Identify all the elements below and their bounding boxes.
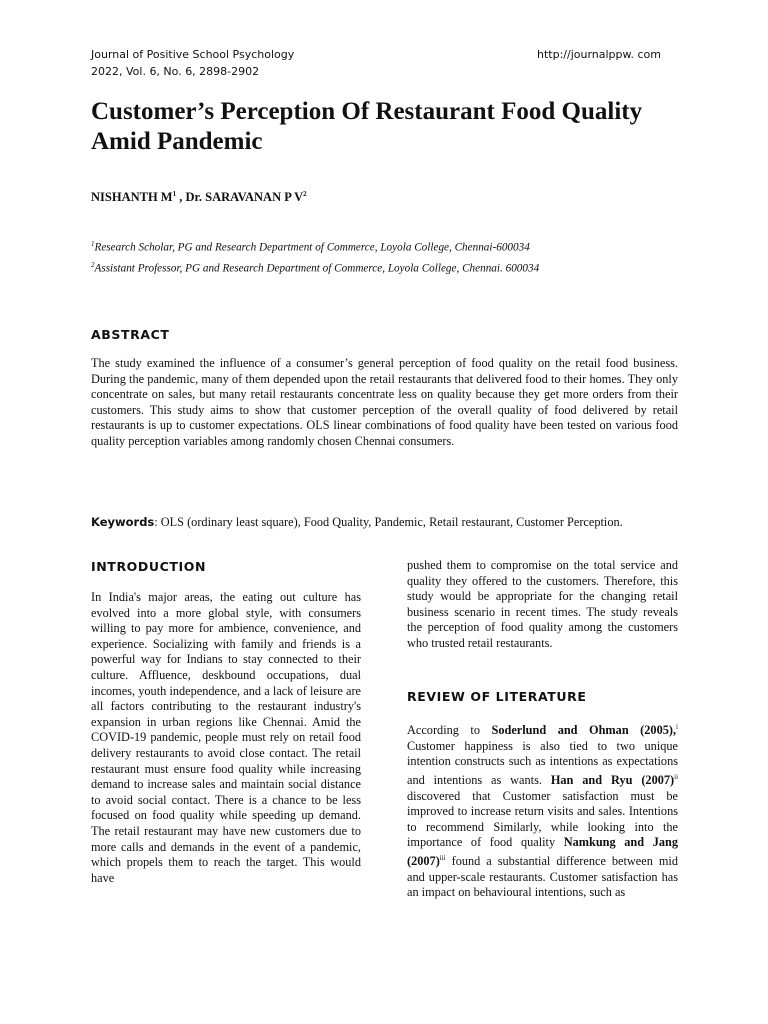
review-text-part-2: Customer happiness is also tied to two unique intention constructs such as intentions as expectations and intentions as wants. (407, 738, 678, 787)
footnote-marker-3[interactable]: iii (439, 853, 446, 862)
running-header-left (91, 46, 294, 80)
affiliation-2-sup: 2 (91, 260, 95, 269)
authors-line (91, 190, 307, 205)
review-text (407, 720, 678, 901)
introduction-heading: INTRODUCTION (91, 559, 207, 574)
keywords-text: : OLS (ordinary least square), Food Quality, Pandemic, Retail restaurant, Customer Perception. (154, 515, 623, 529)
keywords-label: Keywords (91, 515, 155, 529)
abstract-text: The study examined the influence of a consumer’s general perception of food quality on the retail food business. During the pandemic, many of them depended upon the retail restaurants that delivered food to their homes. They only concentrate on sales, but many retail restaurants concentrate less on quality because they get more orders from their customers. This study aims to show that customer perception of the overall quality of food delivered by retail restaurants is up to customer expectations. OLS linear combinations of food quality have been tested on various food quality perception variables among randomly chosen Chennai consumers. (91, 356, 678, 448)
introduction-text: In India's major areas, the eating out culture has evolved into a more global style, with consumers willing to pay more for ambience, convenience, and experience. Socializing with family and friends is a powerful way for Indians to stay connected to their culture. Affluence, deskbound occupations, dual incomes, youth independence, and a lack of leisure are all factors contributing to the restaurant industry's expansion in urban regions like Chennai. Amid the COVID-19 pandemic, people must rely on retail food delivery restaurants to avoid close contact. The retail restaurant must ensure food quality while increasing demand to increase sales and maintain social distance to avoid social contact. There is a chance to be less focused on food quality while speeding up demand. The retail restaurant may have new customers due to more calls and demands in the event of a pandemic, which propels them to reach the target. This would have (91, 590, 361, 885)
journal-url[interactable]: http://journalppw. com (537, 48, 661, 61)
author-2-sup: 2 (303, 190, 307, 198)
affiliation-2-text: Assistant Professor, PG and Research Department of Commerce, Loyola College, Chennai. 600034 (94, 262, 540, 275)
review-text-part-4: found a substantial difference between mid and upper-scale restaurants. Customer satisfaction has an impact on behavioural intentions, such as (407, 854, 678, 900)
journal-name: Journal of Positive School Psychology (91, 48, 295, 61)
introduction-column (91, 590, 361, 886)
footnote-marker-2[interactable]: ii (674, 772, 679, 781)
keywords-line (91, 514, 691, 530)
abstract-heading: ABSTRACT (91, 327, 170, 342)
author-1-sup: 1 (172, 190, 177, 198)
affiliation-1-text: Research Scholar, PG and Research Department of Commerce, Loyola College, Chennai-600034 (94, 241, 530, 254)
affiliations (91, 236, 711, 277)
abstract-body (91, 356, 678, 450)
affiliation-2 (91, 257, 711, 278)
review-text-part-3: discovered that Customer satisfaction must be improved to increase return visits and sales. Intentions to recommend Similarly, while looking into the importance of food quality (407, 788, 678, 850)
citation-soderlund-ohman: Soderlund and Ohman (2005), (491, 723, 677, 738)
review-heading: REVIEW OF LITERATURE (407, 689, 587, 704)
citation-namkung-jang: Namkung and Jang (2007) (407, 835, 678, 869)
footnote-marker-1[interactable]: i (676, 723, 678, 731)
affiliation-1 (91, 236, 711, 257)
review-text-part-1: According to (407, 723, 492, 738)
author-1: NISHANTH M (91, 190, 173, 205)
review-column (407, 720, 678, 901)
affiliation-1-sup: 1 (91, 240, 95, 248)
introduction-continued-text: pushed them to compromise on the total service and quality they offered to the customers. Therefore, this study would be appropriate for the changing retail business scenario in recent times. The study reveals the perception of food quality among the customers who trusted retail restaurants. (407, 558, 678, 650)
citation-han-ryu: Han and Ryu (2007) (550, 772, 675, 787)
author-separator: , (176, 190, 186, 205)
journal-issue: 2022, Vol. 6, No. 6, 2898-2902 (91, 65, 260, 78)
title-line-2: Amid Pandemic (91, 128, 263, 155)
introduction-continued-column (407, 558, 678, 652)
paper-title (91, 97, 711, 157)
title-line-1: Customer’s Perception Of Restaurant Food Quality (91, 98, 643, 125)
author-2: Dr. SARAVANAN P V (185, 190, 304, 205)
